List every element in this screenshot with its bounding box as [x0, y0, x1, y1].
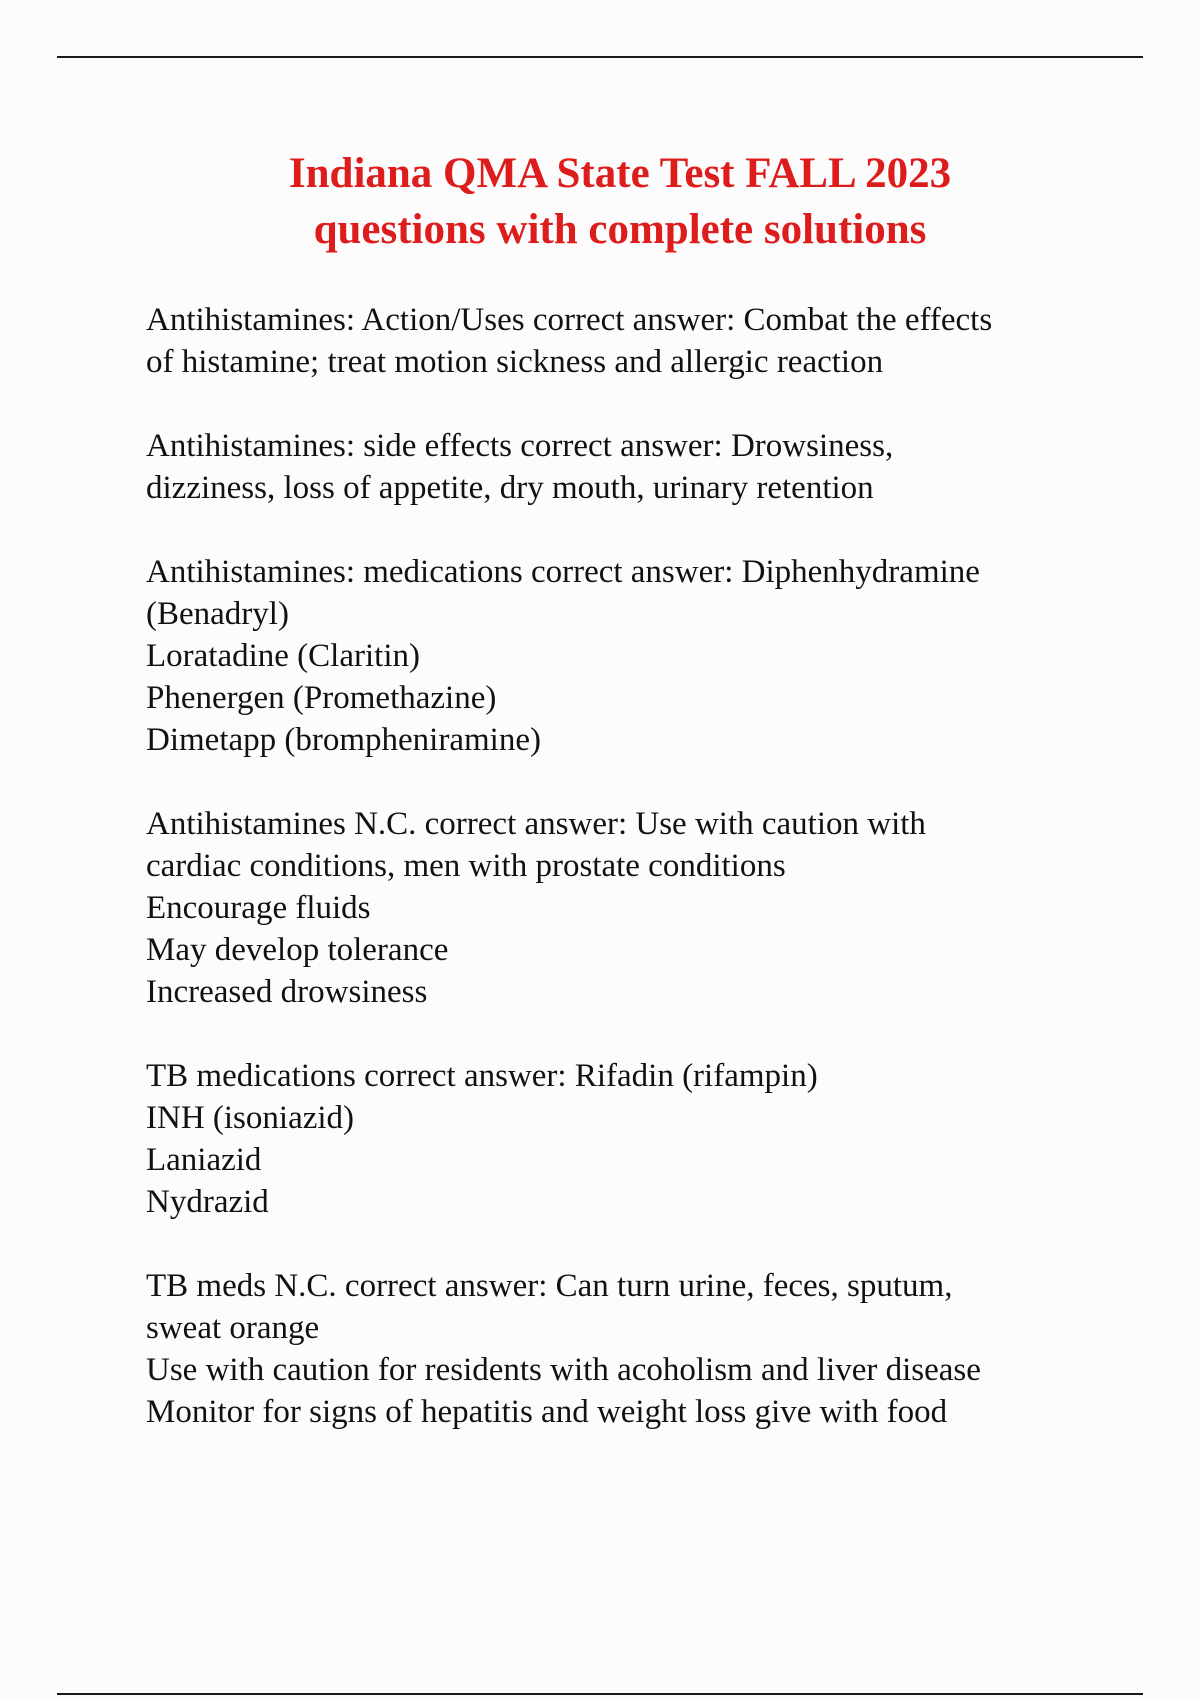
entry-line: (Benadryl) [146, 596, 289, 632]
entry-line: Phenergen (Promethazine) [146, 680, 497, 716]
entry-line: Monitor for signs of hepatitis and weight loss give with food [146, 1394, 948, 1430]
entry-line: Encourage fluids [146, 890, 371, 926]
title-line-1: Indiana QMA State Test FALL 2023 [288, 150, 952, 197]
qa-entry [146, 1055, 1146, 1223]
entry-line: Increased drowsiness [146, 974, 428, 1010]
qa-entry [146, 551, 1146, 761]
entry-line: sweat orange [146, 1310, 320, 1346]
entry-line: Use with caution for residents with acoholism and liver disease [146, 1352, 981, 1388]
entry-line: of histamine; treat motion sickness and allergic reaction [146, 344, 884, 380]
document-title [100, 146, 1140, 258]
qa-entry [146, 803, 1146, 1013]
entry-line: Antihistamines: side effects correct answer: Drowsiness, [146, 428, 894, 464]
entry-line: TB medications correct answer: Rifadin (rifampin) [146, 1058, 818, 1094]
document-body [146, 299, 1146, 1475]
entry-line: TB meds N.C. correct answer: Can turn urine, feces, sputum, [146, 1268, 953, 1304]
qa-entry [146, 1265, 1146, 1433]
entry-line: Antihistamines: medications correct answer: Diphenhydramine [146, 554, 980, 590]
qa-entry [146, 425, 1146, 509]
entry-line: Antihistamines N.C. correct answer: Use with caution with [146, 806, 926, 842]
entry-line: cardiac conditions, men with prostate conditions [146, 848, 786, 884]
entry-line: May develop tolerance [146, 932, 449, 968]
entry-line: Antihistamines: Action/Uses correct answer: Combat the effects [146, 302, 993, 338]
bottom-rule [57, 1693, 1143, 1695]
entry-line: dizziness, loss of appetite, dry mouth, urinary retention [146, 470, 874, 506]
qa-entry [146, 299, 1146, 383]
top-rule [57, 56, 1143, 58]
entry-line: Nydrazid [146, 1184, 269, 1220]
entry-line: Laniazid [146, 1142, 262, 1178]
entry-line: Loratadine (Claritin) [146, 638, 420, 674]
title-line-2: questions with complete solutions [313, 206, 927, 253]
entry-line: Dimetapp (brompheniramine) [146, 722, 541, 758]
entry-line: INH (isoniazid) [146, 1100, 355, 1136]
